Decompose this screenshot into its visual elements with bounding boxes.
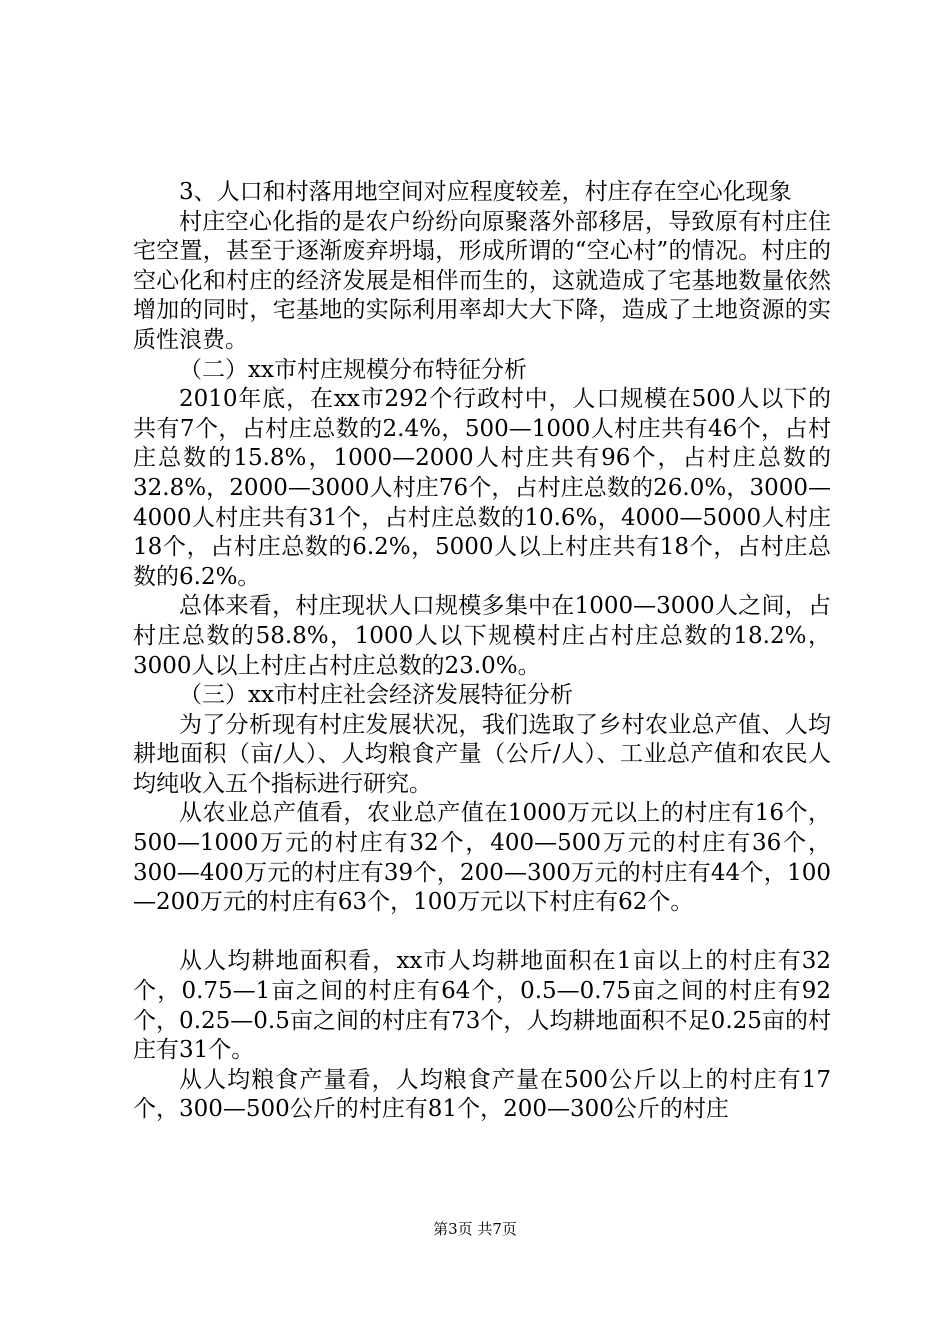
paragraph-agri-output: 从农业总产值看，农业总产值在1000万元以上的村庄有16个，500—1000万元的村庄有32个，400—500万元的村庄有36个，300—400万元的村庄有39个，200—300万元的村庄有44个，100—200万元的村庄有63个，100万元以下村庄有62个。: [133, 800, 831, 916]
paragraph-hollowing: 村庄空心化指的是农户纷纷向原聚落外部移居，导致原有村庄住宅空置，甚至于逐渐废弃坍塌，形成所谓的“空心村”的情况。村庄的空心化和村庄的经济发展是相伴而生的，这就造成了宅基地数量依然增加的同时，宅基地的实际利用率却大大下降，造成了土地资源的实质性浪费。: [133, 208, 831, 353]
document-body: [133, 178, 831, 1125]
paragraph-population-scale: 2010年底，在xx市292个行政村中，人口规模在500人以下的共有7个，占村庄总数的2.4%，500—1000人村庄共有46个，占村庄总数的15.8%，1000—2000人村庄共有96个，占村庄总数的32.8%，2000—3000人村庄76个，占村庄总数的26.0%，3000—4000人村庄共有31个，占村庄总数的10.6%，4000—5000人村庄18个，占村庄总数的6.2%，5000人以上村庄共有18个，占村庄总数的6.2%。: [133, 386, 831, 590]
paragraph-grain: 从人均粮食产量看，人均粮食产量在500公斤以上的村庄有17个，300—500公斤的村庄有81个，200—300公斤的村庄: [133, 1066, 831, 1123]
paragraph-indicators: 为了分析现有村庄发展状况，我们选取了乡村农业总产值、人均耕地面积（亩/人）、人均粮食产量（公斤/人）、工业总产值和农民人均纯收入五个指标进行研究。: [133, 711, 831, 797]
section-heading-3-econ: （三）xx市村庄社会经济发展特征分析: [179, 682, 573, 709]
page-footer: 第3页 共7页: [433, 1220, 517, 1238]
paragraph-farmland: 从人均耕地面积看，xx市人均耕地面积在1亩以上的村庄有32个，0.75—1亩之间的村庄有64个，0.5—0.75亩之间的村庄有92个，0.25—0.5亩之间的村庄有73个，人均耕地面积不足0.25亩的村庄有31个。: [133, 948, 831, 1064]
section-heading-3: 3、人口和村落用地空间对应程度较差，村庄存在空心化现象: [179, 179, 792, 205]
section-heading-2: （二）xx市村庄规模分布特征分析: [179, 356, 527, 383]
blank-line: [133, 918, 831, 948]
paragraph-overall: 总体来看，村庄现状人口规模多集中在1000—3000人之间，占村庄总数的58.8%，1000人以下规模村庄占村庄总数的18.2%，3000人以上村庄占村庄总数的23.0%。: [133, 593, 831, 679]
